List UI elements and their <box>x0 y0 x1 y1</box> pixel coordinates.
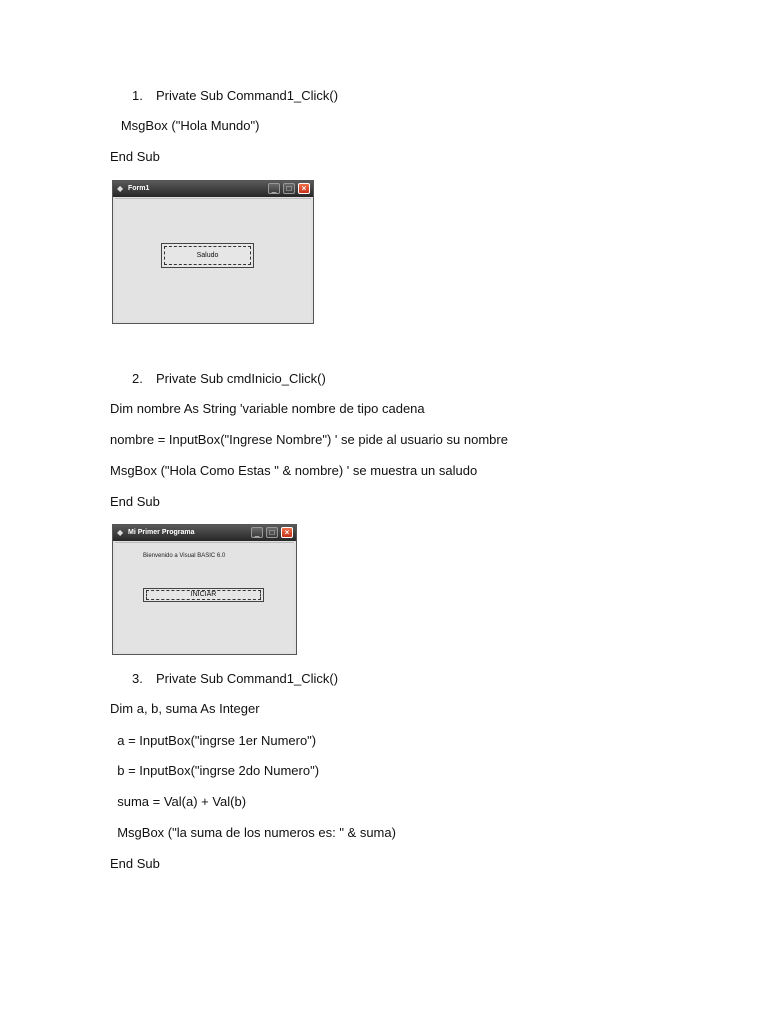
code-line: MsgBox ("Hola Como Estas " & nombre) ' se muestra un saludo <box>110 463 478 478</box>
maximize-icon[interactable]: □ <box>266 527 278 538</box>
list-number-1: 1. <box>132 88 143 103</box>
code-line: End Sub <box>110 149 160 164</box>
code-line: Dim nombre As String 'variable nombre de tipo cadena <box>110 401 425 416</box>
maximize-icon[interactable]: □ <box>283 183 295 194</box>
list-number-3: 3. <box>132 671 143 686</box>
list-number-2: 2. <box>132 371 143 386</box>
saludo-button[interactable] <box>161 243 254 268</box>
code-line: MsgBox ("la suma de los numeros es: " & suma) <box>110 825 396 840</box>
code-line: suma = Val(a) + Val(b) <box>110 794 247 809</box>
code-line: a = InputBox("ingrse 1er Numero") <box>110 733 317 748</box>
minimize-icon[interactable]: _ <box>251 527 263 538</box>
code-line: End Sub <box>110 856 160 871</box>
iniciar-button[interactable] <box>143 588 264 602</box>
mi-primer-programa-window <box>112 524 297 655</box>
button-label: Saludo <box>196 252 219 259</box>
form1-window <box>112 180 314 324</box>
code-line: b = InputBox("ingrse 2do Numero") <box>110 763 320 778</box>
window-title: Form1 <box>128 185 150 192</box>
code-header-1: Private Sub Command1_Click() <box>156 88 339 103</box>
close-icon[interactable]: × <box>281 527 293 538</box>
code-line: Dim a, b, suma As Integer <box>110 701 260 716</box>
code-header-3: Private Sub Command1_Click() <box>156 671 339 686</box>
minimize-icon[interactable]: _ <box>268 183 280 194</box>
form-client-area <box>115 542 294 652</box>
code-line: End Sub <box>110 494 160 509</box>
form-client-area <box>115 198 311 321</box>
window-title: Mi Primer Programa <box>128 529 195 536</box>
code-line: MsgBox ("Hola Mundo") <box>110 118 260 133</box>
title-bar <box>113 525 296 541</box>
app-icon: ◆ <box>117 184 124 193</box>
welcome-label: Bienvenido a Visual BASIC 6.0 <box>143 553 226 559</box>
button-label: INICIAR <box>190 591 217 598</box>
code-header-2: Private Sub cmdInicio_Click() <box>156 371 326 386</box>
close-icon[interactable]: × <box>298 183 310 194</box>
title-bar <box>113 181 313 197</box>
app-icon: ◆ <box>117 528 124 537</box>
code-line: nombre = InputBox("Ingrese Nombre") ' se pide al usuario su nombre <box>110 432 508 447</box>
